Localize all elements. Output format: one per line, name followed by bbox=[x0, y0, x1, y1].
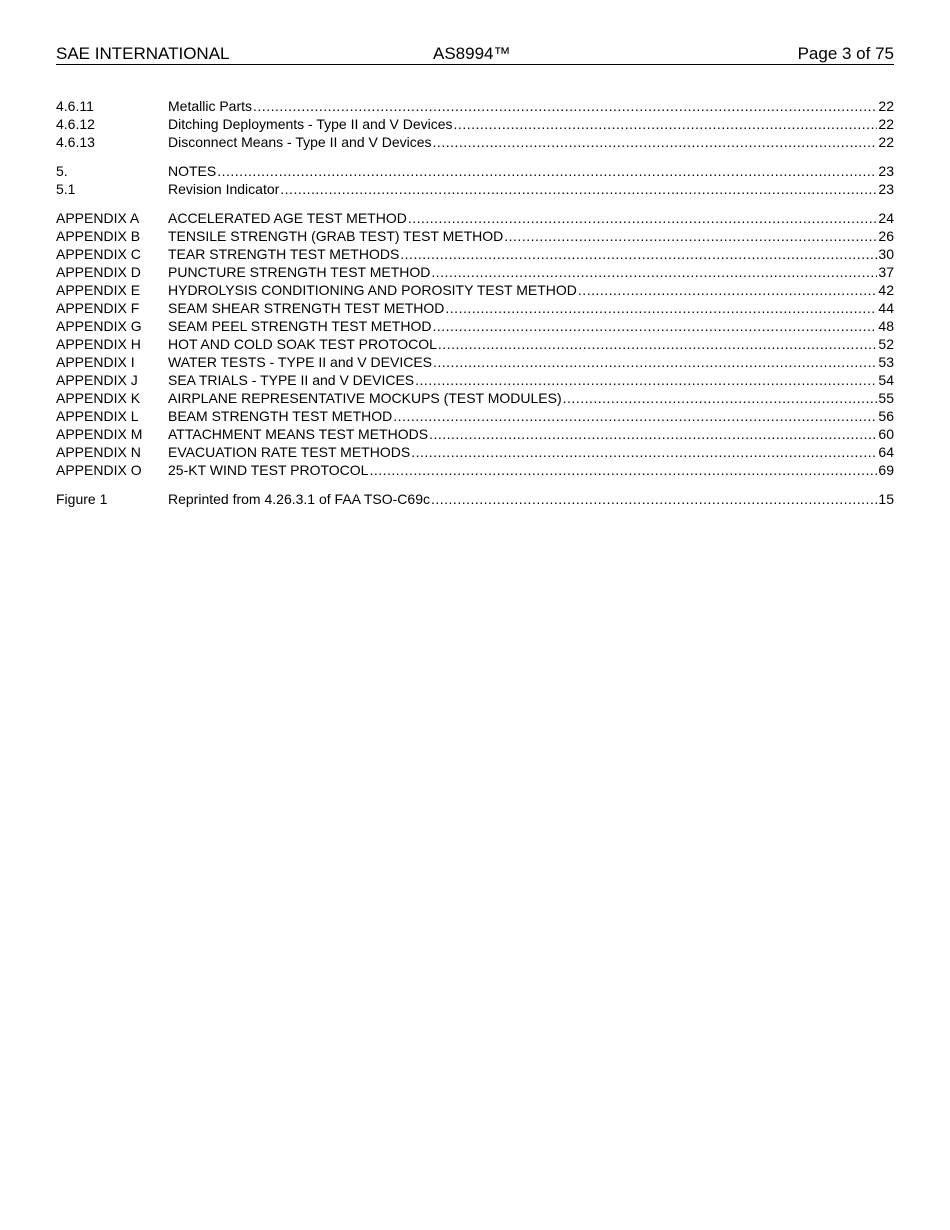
toc-entry[interactable] bbox=[56, 461, 894, 479]
toc-dot-leader bbox=[408, 209, 878, 227]
toc-entry-page: 15 bbox=[878, 491, 894, 507]
toc-entry-title: TEAR STRENGTH TEST METHODS bbox=[168, 246, 400, 262]
toc-entry-title: BEAM STRENGTH TEST METHOD bbox=[168, 408, 393, 424]
toc-entry-page: 26 bbox=[878, 228, 894, 244]
toc-dot-leader bbox=[411, 443, 877, 461]
toc-entry-title: SEAM SHEAR STRENGTH TEST METHOD bbox=[168, 300, 445, 316]
toc-entry-title: AIRPLANE REPRESENTATIVE MOCKUPS (TEST MODULES) bbox=[168, 390, 562, 406]
toc-entry-title: EVACUATION RATE TEST METHODS bbox=[168, 444, 411, 460]
toc-entry[interactable] bbox=[56, 425, 894, 443]
toc-dot-leader bbox=[415, 371, 877, 389]
toc-entry-page: 22 bbox=[878, 116, 894, 132]
toc-entry-number: APPENDIX C bbox=[56, 246, 141, 262]
toc-entry-number: Figure 1 bbox=[56, 491, 108, 507]
header-page-label: Page 3 of 75 bbox=[797, 44, 894, 63]
toc-entry[interactable] bbox=[56, 299, 894, 317]
toc-entry-number: APPENDIX D bbox=[56, 264, 141, 280]
toc-entry[interactable] bbox=[56, 371, 894, 389]
toc-entry-title: HYDROLYSIS CONDITIONING AND POROSITY TEST METHOD bbox=[168, 282, 577, 298]
toc-entry-page: 30 bbox=[878, 246, 894, 262]
toc-dot-leader bbox=[400, 245, 877, 263]
toc-entry-title: SEA TRIALS - TYPE II and V DEVICES bbox=[168, 372, 415, 388]
toc-group bbox=[56, 490, 894, 508]
toc-entry-title: 25-KT WIND TEST PROTOCOL bbox=[168, 462, 369, 478]
toc-dot-leader bbox=[504, 227, 877, 245]
toc-entry[interactable] bbox=[56, 133, 894, 151]
toc-entry[interactable] bbox=[56, 353, 894, 371]
toc-entry-number: 4.6.13 bbox=[56, 134, 95, 150]
toc-entry[interactable] bbox=[56, 335, 894, 353]
toc-dot-leader bbox=[253, 97, 877, 115]
toc-entry[interactable] bbox=[56, 281, 894, 299]
toc-group bbox=[56, 162, 894, 198]
toc-entry-page: 44 bbox=[878, 300, 894, 316]
toc-entry-page: 53 bbox=[878, 354, 894, 370]
toc-entry-page: 22 bbox=[878, 134, 894, 150]
toc-entry-number: APPENDIX L bbox=[56, 408, 139, 424]
toc-entry-page: 60 bbox=[878, 426, 894, 442]
toc-dot-leader bbox=[454, 115, 878, 133]
toc-dot-leader bbox=[432, 317, 877, 335]
toc-entry[interactable] bbox=[56, 443, 894, 461]
toc-entry-page: 69 bbox=[878, 462, 894, 478]
toc-group bbox=[56, 209, 894, 479]
toc-dot-leader bbox=[445, 299, 877, 317]
toc-entry-title: ACCELERATED AGE TEST METHOD bbox=[168, 210, 407, 226]
toc-entry-title: ATTACHMENT MEANS TEST METHODS bbox=[168, 426, 429, 442]
toc-entry-title: SEAM PEEL STRENGTH TEST METHOD bbox=[168, 318, 432, 334]
toc-dot-leader bbox=[280, 180, 877, 198]
toc-entry-number: APPENDIX M bbox=[56, 426, 143, 442]
toc-dot-leader bbox=[393, 407, 877, 425]
toc-entry-title: PUNCTURE STRENGTH TEST METHOD bbox=[168, 264, 431, 280]
toc-dot-leader bbox=[369, 461, 877, 479]
toc-entry-title: NOTES bbox=[168, 163, 217, 179]
toc-entry-page: 23 bbox=[878, 163, 894, 179]
table-of-contents bbox=[56, 97, 894, 519]
toc-entry-number: 5. bbox=[56, 163, 68, 179]
header-doc-id: AS8994™ bbox=[433, 44, 511, 63]
toc-entry-number: 4.6.11 bbox=[56, 98, 94, 114]
toc-entry-number: APPENDIX B bbox=[56, 228, 141, 244]
toc-dot-leader bbox=[563, 389, 878, 407]
toc-dot-leader bbox=[431, 263, 877, 281]
toc-dot-leader bbox=[438, 335, 878, 353]
toc-entry-number: APPENDIX N bbox=[56, 444, 141, 460]
toc-entry-number: APPENDIX E bbox=[56, 282, 141, 298]
toc-entry-number: APPENDIX J bbox=[56, 372, 138, 388]
toc-entry[interactable] bbox=[56, 115, 894, 133]
toc-dot-leader bbox=[431, 490, 877, 508]
toc-entry[interactable] bbox=[56, 389, 894, 407]
toc-entry[interactable] bbox=[56, 245, 894, 263]
toc-entry-number: APPENDIX F bbox=[56, 300, 140, 316]
toc-entry-page: 48 bbox=[878, 318, 894, 334]
toc-entry-title: WATER TESTS - TYPE II and V DEVICES bbox=[168, 354, 432, 370]
toc-entry-page: 64 bbox=[878, 444, 894, 460]
toc-entry[interactable] bbox=[56, 209, 894, 227]
toc-entry-page: 37 bbox=[878, 264, 894, 280]
toc-dot-leader bbox=[429, 425, 877, 443]
toc-entry-number: APPENDIX I bbox=[56, 354, 135, 370]
toc-entry-title: HOT AND COLD SOAK TEST PROTOCOL bbox=[168, 336, 437, 352]
toc-entry-number: APPENDIX A bbox=[56, 210, 140, 226]
toc-entry-page: 22 bbox=[878, 98, 894, 114]
toc-entry[interactable] bbox=[56, 407, 894, 425]
toc-entry-number: 5.1 bbox=[56, 181, 76, 197]
toc-dot-leader bbox=[433, 133, 878, 151]
toc-entry[interactable] bbox=[56, 227, 894, 245]
toc-entry-number: APPENDIX O bbox=[56, 462, 142, 478]
toc-dot-leader bbox=[433, 353, 877, 371]
toc-group bbox=[56, 97, 894, 151]
toc-entry[interactable] bbox=[56, 97, 894, 115]
toc-entry[interactable] bbox=[56, 180, 894, 198]
toc-entry-number: APPENDIX G bbox=[56, 318, 142, 334]
toc-entry-page: 42 bbox=[878, 282, 894, 298]
toc-entry-page: 52 bbox=[878, 336, 894, 352]
page-header bbox=[56, 44, 894, 65]
toc-entry-page: 24 bbox=[878, 210, 894, 226]
toc-entry-title: Disconnect Means - Type II and V Devices bbox=[168, 134, 432, 150]
toc-entry-number: 4.6.12 bbox=[56, 116, 95, 132]
toc-entry[interactable] bbox=[56, 490, 894, 508]
toc-entry-page: 23 bbox=[878, 181, 894, 197]
header-org: SAE INTERNATIONAL bbox=[56, 44, 230, 63]
toc-entry-page: 54 bbox=[878, 372, 894, 388]
toc-entry-number: APPENDIX K bbox=[56, 390, 141, 406]
toc-entry-page: 56 bbox=[878, 408, 894, 424]
toc-entry[interactable] bbox=[56, 162, 894, 180]
toc-entry-title: Ditching Deployments - Type II and V Devices bbox=[168, 116, 453, 132]
toc-entry-title: TENSILE STRENGTH (GRAB TEST) TEST METHOD bbox=[168, 228, 504, 244]
toc-entry[interactable] bbox=[56, 317, 894, 335]
toc-entry[interactable] bbox=[56, 263, 894, 281]
toc-entry-title: Reprinted from 4.26.3.1 of FAA TSO-C69c bbox=[168, 491, 430, 507]
toc-entry-number: APPENDIX H bbox=[56, 336, 141, 352]
toc-entry-title: Revision Indicator bbox=[168, 181, 280, 197]
toc-entry-title: Metallic Parts bbox=[168, 98, 253, 114]
toc-entry-page: 55 bbox=[878, 390, 894, 406]
toc-dot-leader bbox=[578, 281, 878, 299]
toc-dot-leader bbox=[217, 162, 877, 180]
